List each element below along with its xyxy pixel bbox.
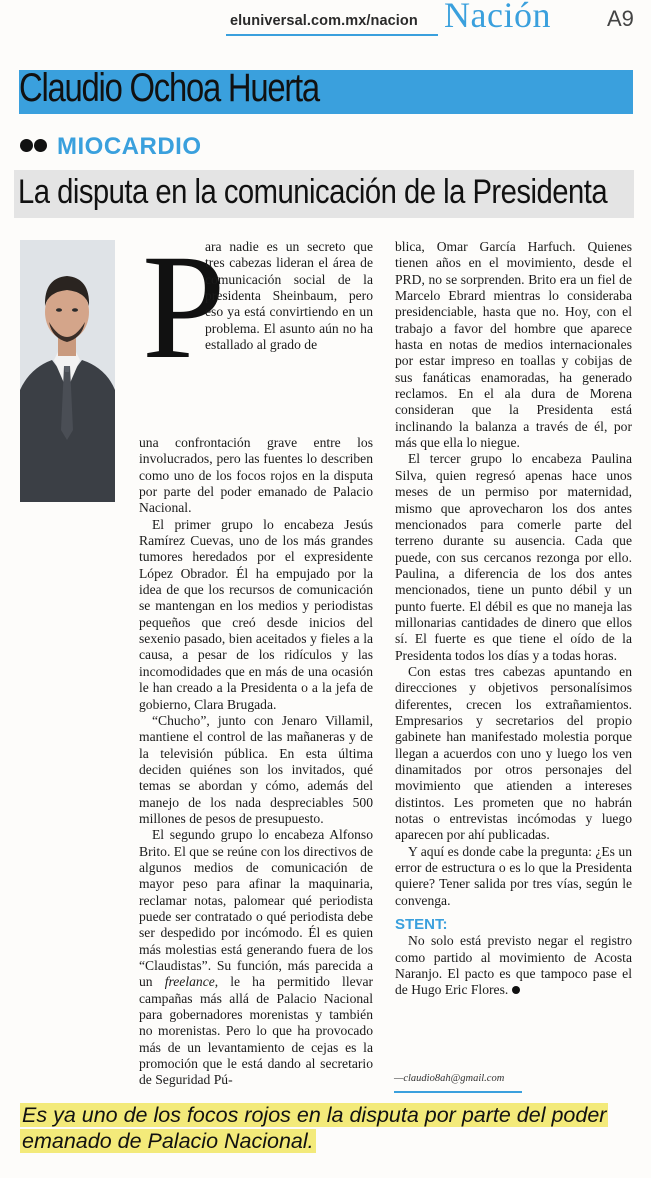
paragraph-4 [139, 827, 373, 1089]
headline: La disputa en la comunicación de la Presidenta [18, 173, 608, 211]
drop-cap: P [142, 224, 226, 390]
end-mark-icon [512, 986, 520, 994]
url-underline [226, 34, 438, 36]
author-email[interactable]: —claudio8ah@gmail.com [394, 1073, 505, 1084]
paragraph-1-end: una confrontación grave entre los involucrados, pero las fuentes lo describen como uno de los focos rojos en la disputa por parte del poder emanado de Palacio Nacional. [139, 435, 373, 516]
paragraph-5: blica, Omar García Harfuch. Quienes tienen años en el movimiento, desde el PRD, no se sorprenden. Brito era un fiel de Marcelo Ebrard mientras lo consideraba presidenciable, hasta que no. Hoy, con el trabajo a favor del hombre que aparece hasta en notas de medios internacionales por estar impreso en toallas y cobijas de sus fanáticas enamoradas, ha generado reclamos. En el ala dura de Morena consideran que la Presidenta está inclinando la balanza a través de él, por más que ella lo niegue. [395, 239, 632, 451]
page-header [0, 0, 651, 40]
paragraph-1-start: ara nadie es un secreto que tres cabezas lideran el área de comunicación social de la presidenta Sheinbaum, pero eso ya está convirtiendo en un problema. El asunto aún no ha estallado al grado de [205, 239, 373, 353]
pull-quote [20, 1103, 635, 1154]
column-bullet-icon [20, 139, 48, 157]
paragraph-2: El primer grupo lo encabeza Jesús Ramírez Cuevas, uno de los más grandes tumores heredados por el expresidente López Obrador. Él ha empujado por la idea de que los recursos de comunicación se mantengan en los medios y periodistas pequeños que creó desde inicios del sexenio pasado, bien aceitados y fieles a la causa, a pesar de los ridículos y las incomodidades que en más de una ocasión le han creado a la Presidenta o a la jefa de gobierno, Clara Brugada. [139, 516, 373, 712]
stent-label: STENT: [395, 916, 448, 934]
paragraph-4-post: , le ha permitido llevar campañas más allá de Palacio Nacional para gobernadores morenistas y también no morenistas. Pero lo que ha provocado más de un levantamiento de cejas es la promoción que le está dando al secretario de Seguridad Pú- [139, 974, 374, 1088]
column-1 [139, 435, 373, 1089]
paragraph-9 [395, 933, 632, 998]
author-photo [20, 240, 115, 502]
column-name: MIOCARDIO [57, 133, 202, 160]
author-portrait-illustration [20, 240, 115, 502]
paragraph-3: “Chucho”, junto con Jenaro Villamil, mantiene el control de las mañaneras y de la televisión pública. En esta última deciden quiénes son los invitados, qué temas se abordan y cómo, además del manejo de los nada despreciables 500 millones de pesos de presupuesto. [139, 712, 373, 826]
pull-quote-text: Es ya uno de los focos rojos en la disputa por parte del poder emanado de Palacio Nacional. [22, 1103, 607, 1153]
paragraph-8: Y aquí es donde cabe la pregunta: ¿Es un error de estructura o es lo que la Presidenta quiere? Tener salida por tres vías, según le convenga. [395, 843, 632, 908]
paragraph-6: El tercer grupo lo encabeza Paulina Silva, quien regresó apenas hace unos meses de un permiso por maternidad, mismo que aprovecharon los dos antes mencionados para comerle parte del terreno durante su ausencia. Cada que puede, con sus cercanos rezonga por ello. Paulina, a diferencia de los dos antes mencionados, tiene un punto débil y un punto fuerte. El débil es que no maneja las millonarias cantidades de dinero que ellos sí. El fuerte es que tiene el oído de la Presidenta todos los días y a todas horas. [395, 451, 632, 663]
paragraph-9-text: No solo está previsto negar el registro como partido al movimiento de Acosta Naranjo. El pacto es que tampoco pase el de Hugo Eric Flores. [395, 933, 632, 998]
column-2 [395, 239, 632, 999]
column-1-top [205, 239, 373, 353]
paragraph-4-pre: El segundo grupo lo encabeza Alfonso Brito. El que se reúne con los directivos de algunos medios de comunicación de mayor peso para afinar la maquinaria, reclamar notas, palomear qué periodista puede ser contratado o qué periodista debe ser despedido por incómodo. Él es quien más molestias está generando fuera de los “Claudistas”. Su función, más parecida a un [139, 827, 373, 990]
author-name: Claudio Ochoa Huerta [19, 66, 319, 110]
site-url[interactable]: eluniversal.com.mx/nacion [230, 13, 418, 29]
section-title: Nación [444, 0, 551, 35]
paragraph-7: Con estas tres cabezas apuntando en direcciones y objetivos personalísimos diferentes, crecen los extrañamientos. Empresarios y secretarios del propio gabinete han manifestado molestia porque llegan a acuerdos con uno y luego los ven dinamitados por otros personajes del movimiento que atienden a intereses distintos. Les prometen que no habrán notas o entrevistas incómodas y luego aparecen por ahí publicadas. [395, 663, 632, 843]
paragraph-4-italic: freelance [164, 974, 215, 990]
page-number: A9 [607, 6, 634, 31]
